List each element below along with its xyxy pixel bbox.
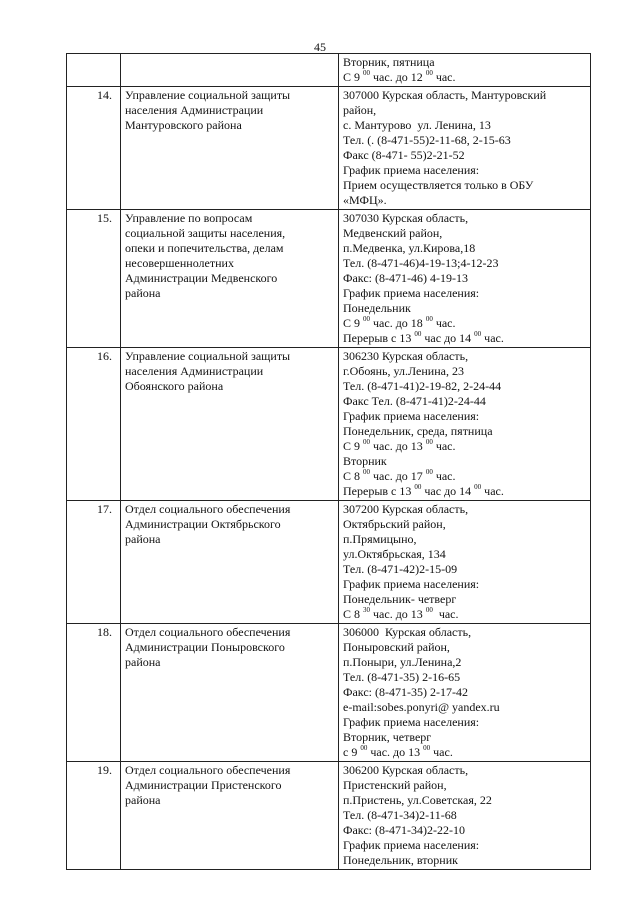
contact-line (343, 316, 585, 331)
contact-line (343, 745, 585, 760)
contact-line (343, 226, 585, 241)
time-minutes-superscript: 00 (474, 483, 482, 491)
contact-line (343, 607, 585, 622)
contact-text: Факс (8-471- 55)2-21-52 (343, 148, 465, 162)
contact-text: с. Мантурово ул. Ленина, 13 (343, 118, 491, 132)
contact-text: час до 14 (421, 331, 475, 345)
contact-line (343, 394, 585, 409)
contact-text: Факс: (8-471-46) 4-19-13 (343, 271, 468, 285)
office-contact-info (339, 762, 591, 870)
office-name-line: Отдел социального обеспечения (125, 625, 291, 639)
contact-line (343, 838, 585, 853)
row-number: 17. (67, 501, 121, 624)
office-name-line: Мантуровского района (125, 118, 242, 132)
contact-text: район, (343, 103, 377, 117)
office-contact-info (339, 501, 591, 624)
contact-text: Вторник, четверг (343, 730, 432, 744)
row-number (67, 54, 121, 87)
contact-text: час. (432, 469, 456, 483)
contact-line (343, 379, 585, 394)
contact-line (343, 103, 585, 118)
contact-text: Вторник (343, 454, 387, 468)
contact-text: г.Обоянь, ул.Ленина, 23 (343, 364, 464, 378)
time-minutes-superscript: 00 (363, 468, 371, 476)
office-name-line: опеки и попечительства, делам (125, 241, 284, 255)
contact-text: Тел. (8-471-42)2-15-09 (343, 562, 458, 576)
contact-text: Тел. (8-471-46)4-19-13;4-12-23 (343, 256, 499, 270)
office-name (121, 501, 339, 624)
contact-line (343, 70, 585, 85)
contact-text: Октябрьский район, (343, 517, 446, 531)
contact-line (343, 640, 585, 655)
contact-text: 307030 Курская область, (343, 211, 469, 225)
time-minutes-superscript: 00 (474, 330, 482, 338)
contact-text: С 9 (343, 316, 364, 330)
contact-line (343, 271, 585, 286)
office-contact-info (339, 348, 591, 501)
page-number: 45 (314, 40, 326, 54)
time-minutes-superscript: 00 (425, 438, 433, 446)
contact-line (343, 439, 585, 454)
contact-text: С 9 (343, 439, 364, 453)
contact-line (343, 808, 585, 823)
contact-text: График приема населения: (343, 163, 480, 177)
office-name-line: района (125, 655, 161, 669)
row-number: 14. (67, 87, 121, 210)
contact-text: Поныровский район, (343, 640, 450, 654)
contact-line (343, 685, 585, 700)
office-contact-info (339, 624, 591, 762)
contact-text: С 9 (343, 70, 364, 84)
contact-text: Перерыв с 13 (343, 484, 415, 498)
contact-text: Пристенский район, (343, 778, 447, 792)
contact-line (343, 118, 585, 133)
contact-line (343, 715, 585, 730)
time-minutes-superscript: 00 (360, 744, 368, 752)
contact-text: Тел. (8-471-34)2-11-68 (343, 808, 457, 822)
office-contact-info (339, 54, 591, 87)
contact-text: График приема населения: (343, 715, 480, 729)
contact-text: час. до 18 (370, 316, 426, 330)
office-name (121, 348, 339, 501)
time-minutes-superscript: 00 (414, 330, 422, 338)
contact-text: час. (430, 745, 453, 759)
contact-text: Факс Тел. (8-471-41)2-24-44 (343, 394, 486, 408)
contact-line (343, 55, 585, 70)
contact-line (343, 592, 585, 607)
contact-text: С 8 (343, 469, 364, 483)
contact-text: Прием осуществляется только в ОБУ (343, 178, 534, 192)
contact-text: ул.Октябрьская, 134 (343, 547, 446, 561)
contact-line (343, 241, 585, 256)
table-row (67, 348, 591, 501)
row-number: 16. (67, 348, 121, 501)
contact-text: Медвенский район, (343, 226, 443, 240)
office-name-line: населения Администрации (125, 103, 264, 117)
contact-text: График приема населения: (343, 286, 480, 300)
office-name (121, 54, 339, 87)
contact-line (343, 670, 585, 685)
row-number: 19. (67, 762, 121, 870)
contact-text: 306230 Курская область, (343, 349, 469, 363)
contact-text: Понедельник, среда, пятница (343, 424, 493, 438)
contact-line (343, 655, 585, 670)
contact-line (343, 364, 585, 379)
contact-text: час. (432, 70, 456, 84)
contact-text: Перерыв с 13 (343, 331, 415, 345)
time-minutes-superscript: 00 (414, 483, 422, 491)
time-minutes-superscript: 00 (363, 438, 371, 446)
table-row (67, 501, 591, 624)
contact-text: График приема населения: (343, 577, 480, 591)
contact-text: час. (481, 484, 504, 498)
contact-line (343, 853, 585, 868)
contact-line (343, 163, 585, 178)
contact-line (343, 700, 585, 715)
contact-line (343, 256, 585, 271)
office-name-line: Управление по вопросам (125, 211, 253, 225)
contact-line (343, 778, 585, 793)
contact-text: 306000 Курская область, (343, 625, 472, 639)
contact-text: п.Медвенка, ул.Кирова,18 (343, 241, 476, 255)
contact-line (343, 301, 585, 316)
contact-text: Тел. (. (8-471-55)2-11-68, 2-15-63 (343, 133, 511, 147)
contact-text: Вторник, пятница (343, 55, 435, 69)
time-minutes-superscript: 00 (363, 315, 371, 323)
contact-line (343, 532, 585, 547)
office-name-line: Отдел социального обеспечения (125, 763, 291, 777)
contact-line (343, 823, 585, 838)
contact-line (343, 517, 585, 532)
contact-text: 307200 Курская область, (343, 502, 469, 516)
contact-line (343, 211, 585, 226)
table-row (67, 54, 591, 87)
contact-text: час. (432, 316, 456, 330)
office-name (121, 210, 339, 348)
contact-line (343, 178, 585, 193)
office-name-line: Администрации Пристенского (125, 778, 282, 792)
contact-line (343, 502, 585, 517)
offices-table (66, 53, 591, 870)
contact-line (343, 88, 585, 103)
time-minutes-superscript: 00 (425, 468, 433, 476)
contact-line (343, 424, 585, 439)
office-name-line: несовершеннолетних (125, 256, 234, 270)
contact-text: График приема населения: (343, 409, 480, 423)
contact-text: час. (432, 439, 456, 453)
contact-line (343, 763, 585, 778)
office-contact-info (339, 210, 591, 348)
contact-text: час. до 13 (370, 607, 426, 621)
contact-text: Факс: (8-471-35) 2-17-42 (343, 685, 468, 699)
row-number: 18. (67, 624, 121, 762)
office-name-line: Управление социальной защиты (125, 349, 291, 363)
time-minutes-superscript: 30 (363, 606, 371, 614)
contact-text: e-mail:sobes.ponyri@ yandex.ru (343, 700, 500, 714)
office-name-line: Управление социальной защиты (125, 88, 291, 102)
office-name-line: Администрации Поныровского (125, 640, 285, 654)
contact-text: час. до 13 (367, 745, 424, 759)
office-name-line: Администрации Октябрьского (125, 517, 281, 531)
office-name-line: социальной защиты населения, (125, 226, 286, 240)
table-row (67, 210, 591, 348)
contact-line (343, 349, 585, 364)
contact-text: час до 14 (421, 484, 475, 498)
contact-line (343, 793, 585, 808)
contact-line (343, 484, 585, 499)
contact-line (343, 133, 585, 148)
contact-text: п.Прямицыно, (343, 532, 417, 546)
contact-line (343, 331, 585, 346)
contact-text: п.Пристень, ул.Советская, 22 (343, 793, 492, 807)
office-name-line: Отдел социального обеспечения (125, 502, 291, 516)
contact-text: 307000 Курская область, Мантуровский (343, 88, 547, 102)
contact-line (343, 148, 585, 163)
contact-text: Тел. (8-471-41)2-19-82, 2-24-44 (343, 379, 502, 393)
contact-text: Понедельник (343, 301, 411, 315)
time-minutes-superscript: 00 (363, 69, 371, 77)
contact-text: Понедельник- четверг (343, 592, 457, 606)
office-name-line: района (125, 286, 161, 300)
contact-text: Факс: (8-471-34)2-22-10 (343, 823, 465, 837)
office-name (121, 87, 339, 210)
office-name-line: населения Администрации (125, 364, 264, 378)
time-minutes-superscript: 00 (425, 315, 433, 323)
contact-text: час. до 12 (370, 70, 426, 84)
table-row (67, 624, 591, 762)
contact-line (343, 286, 585, 301)
table-row (67, 762, 591, 870)
contact-text: 306200 Курская область, (343, 763, 469, 777)
contact-line (343, 562, 585, 577)
contact-text: час. (481, 331, 504, 345)
contact-line (343, 193, 585, 208)
office-name-line: района (125, 793, 161, 807)
table-row (67, 87, 591, 210)
contact-line (343, 577, 585, 592)
time-minutes-superscript: 00 (423, 744, 431, 752)
time-minutes-superscript: 00 (425, 69, 433, 77)
contact-line (343, 469, 585, 484)
contact-line (343, 625, 585, 640)
contact-text: п.Поныри, ул.Ленина,2 (343, 655, 462, 669)
row-number: 15. (67, 210, 121, 348)
contact-text: График приема населения: (343, 838, 480, 852)
office-name (121, 762, 339, 870)
contact-text: «МФЦ». (343, 193, 387, 207)
office-name-line: района (125, 532, 161, 546)
time-minutes-superscript: 00 (425, 606, 433, 614)
offices-table-body (67, 54, 591, 870)
contact-line (343, 730, 585, 745)
contact-text: час. до 13 (370, 439, 426, 453)
office-name-line: Обоянского района (125, 379, 224, 393)
contact-text: Тел. (8-471-35) 2-16-65 (343, 670, 461, 684)
contact-line (343, 454, 585, 469)
office-name-line: Администрации Медвенского (125, 271, 278, 285)
contact-text: час. до 17 (370, 469, 426, 483)
office-contact-info (339, 87, 591, 210)
contact-text: Понедельник, вторник (343, 853, 458, 867)
contact-line (343, 409, 585, 424)
contact-line (343, 547, 585, 562)
contact-text: с 9 (343, 745, 361, 759)
office-name (121, 624, 339, 762)
contact-text: С 8 (343, 607, 364, 621)
contact-text: час. (432, 607, 459, 621)
